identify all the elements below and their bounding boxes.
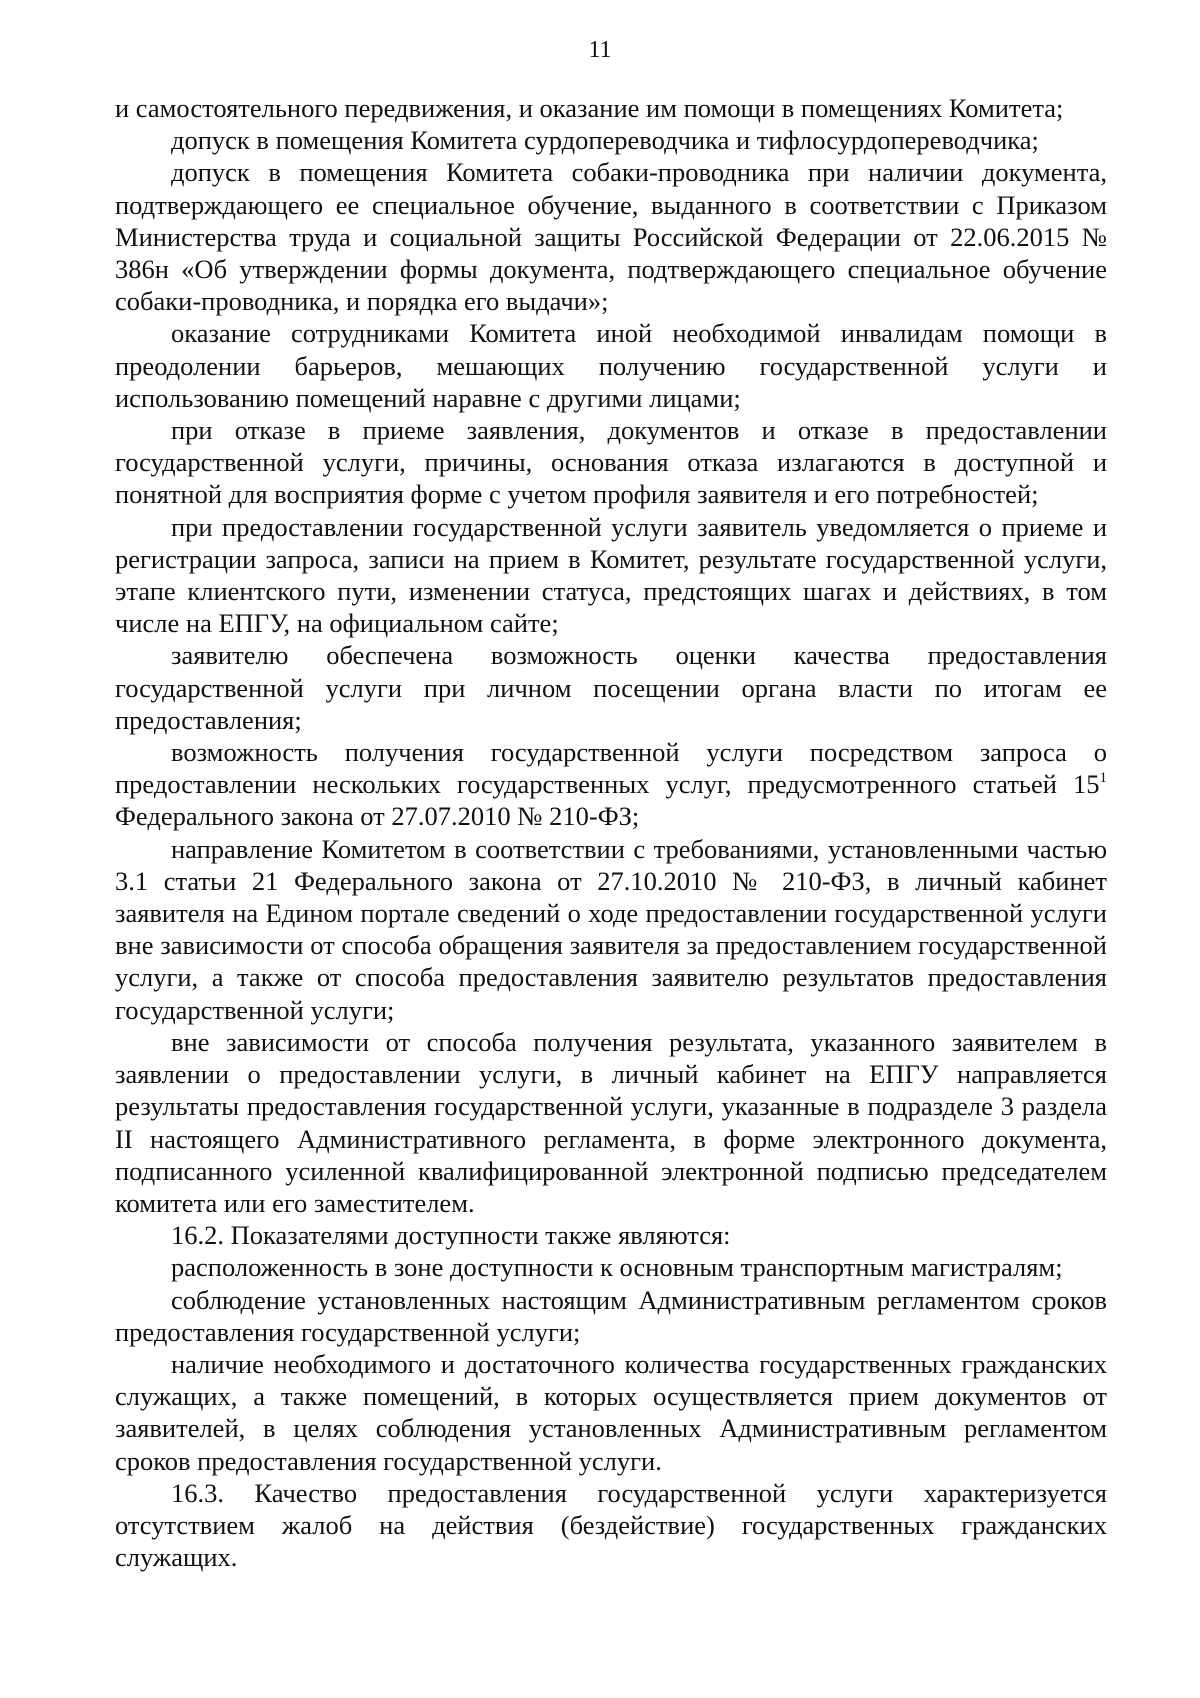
paragraph: при предоставлении государственной услуги заявитель уведомляется о приеме и регистрации запроса, записи на прием в Комитет, результате государственной услуги, этапе клиентского пути, изменении статуса, предстоящих шагах и действиях, в том числе на ЕПГУ, на официальном сайте; <box>115 511 1107 639</box>
paragraph: и самостоятельного передвижения, и оказание им помощи в помещениях Комитета; <box>115 93 1064 123</box>
superscript: 1 <box>1099 770 1107 787</box>
paragraph: вне зависимости от способа получения результата, указанного заявителем в заявлении о предоставлении услуги, в личный кабинет на ЕПГУ направляется результаты предоставления государственной услуги, указанные в подразделе 3 раздела II настоящего Административного регламента, в форме электронного документа, подписанного усиленной квалифицированной электронной подписью председателем комитета или его заместителем. <box>115 1026 1107 1218</box>
paragraph-text-continued: Федерального закона от 27.07.2010 № 210-ФЗ; <box>115 801 640 832</box>
paragraph: допуск в помещения Комитета сурдопереводчика и тифлосурдопереводчика; <box>171 125 1039 156</box>
paragraph: при отказе в приеме заявления, документов и отказе в предоставлении государственной услуги, причины, основания отказа излагаются в доступной и понятной для восприятия форме с учетом профиля заявителя и его потребностей; <box>115 415 1107 510</box>
paragraph: соблюдение установленных настоящим Административным регламентом сроков предоставления государственной услуги; <box>115 1284 1107 1347</box>
paragraph-text: возможность получения государственной услуги посредством запроса о предоставлении нескольких государственных услуг, предусмотренного статьей 15 <box>115 737 1107 800</box>
paragraph-with-footnote-ref <box>115 736 1107 833</box>
paragraph: заявителю обеспечена возможность оценки качества предоставления государственной услуги при личном посещении органа власти по итогам ее предоставления; <box>115 640 1107 735</box>
paragraph: расположенность в зоне доступности к основным транспортным магистралям; <box>171 1252 1063 1283</box>
paragraph: направление Комитетом в соответствии с требованиями, установленными частью 3.1 статьи 21 Федерального закона от 27.10.2010 № 210-ФЗ, в личный кабинет заявителя на Едином портале сведений о ходе предоставлении государственной услуги вне зависимости от способа обращения заявителя за предоставлением государственной услуги, а также от способа предоставления заявителю результатов предоставления государственной услуги; <box>115 833 1107 1025</box>
page-number: 11 <box>588 37 612 63</box>
document-body <box>115 92 1107 1573</box>
paragraph: 16.2. Показателями доступности также являются: <box>171 1220 731 1251</box>
paragraph: 16.3. Качество предоставления государственной услуги характеризуется отсутствием жалоб на действия (бездействие) государственных гражданских служащих. <box>115 1477 1107 1573</box>
paragraph: наличие необходимого и достаточного количества государственных гражданских служащих, а также помещений, в которых осуществляется прием документов от заявителей, в целях соблюдения установленных Административным регламентом сроков предоставления государственной услуги. <box>115 1348 1107 1476</box>
paragraph: допуск в помещения Комитета собаки-проводника при наличии документа, подтверждающего ее специальное обучение, выданного в соответствии с Приказом Министерства труда и социальной защиты Российской Федерации от 22.06.2015 № 386н «Об утверждении формы документа, подтверждающего специальное обучение собаки-проводника, и порядка его выдачи»; <box>115 157 1107 317</box>
paragraph: оказание сотрудниками Комитета иной необходимой инвалидам помощи в преодолении барьеров, мешающих получению государственной услуги и использованию помещений наравне с другими лицами; <box>115 318 1107 413</box>
